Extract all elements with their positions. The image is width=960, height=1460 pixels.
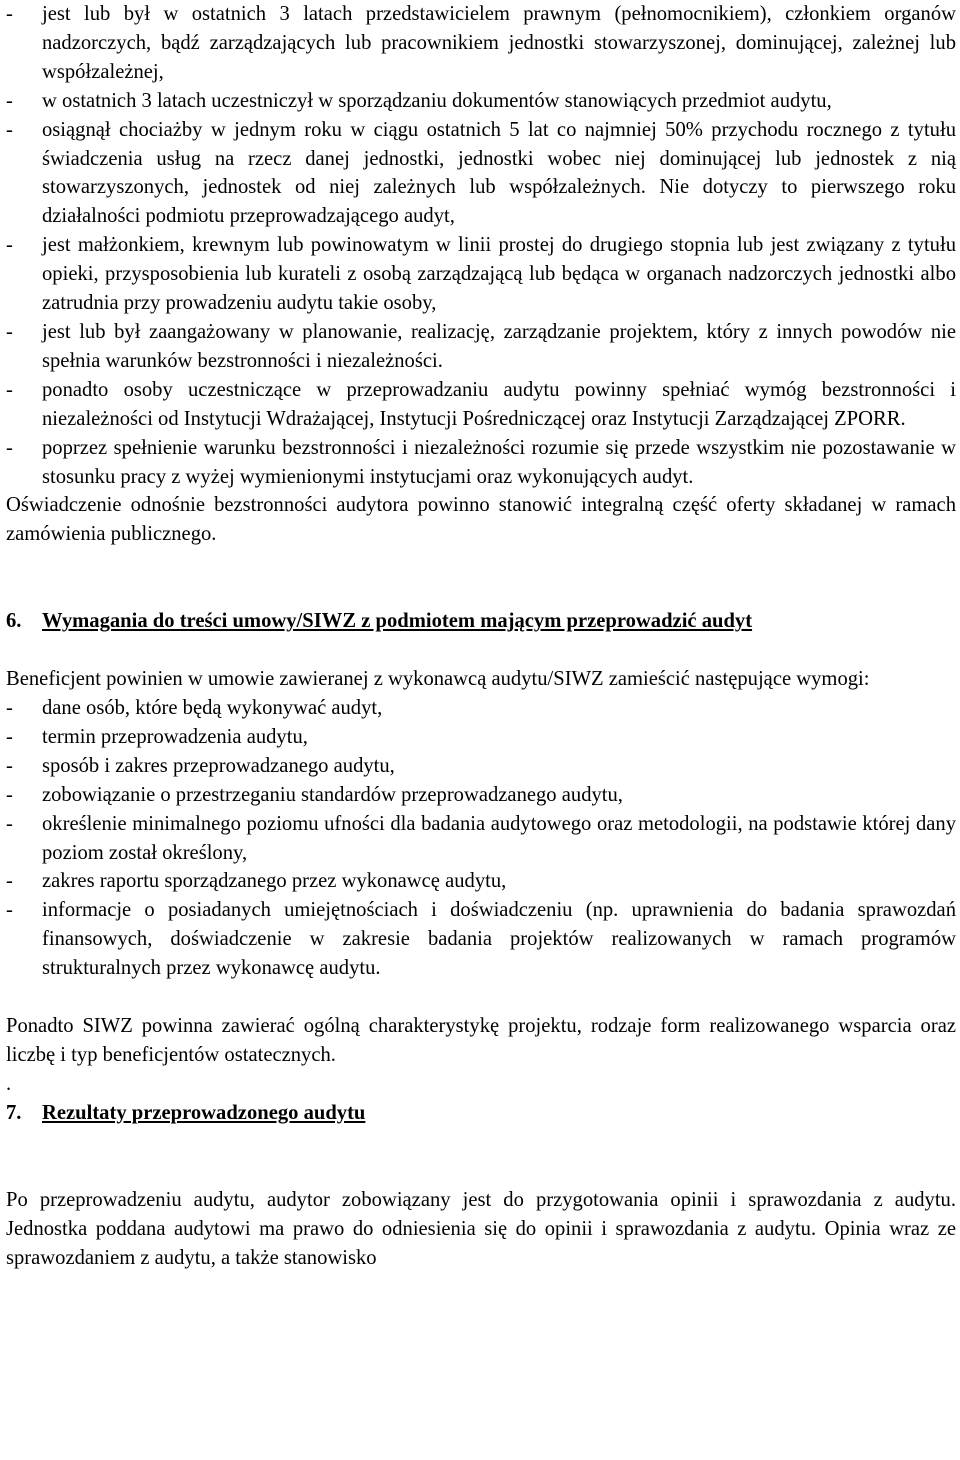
list-item: - jest lub był zaangażowany w planowanie, realizację, zarządzanie projektem, który z innych powodów nie spełnia warunków bezstronności i niezależności. <box>6 318 956 376</box>
section-number: 6. <box>6 610 22 633</box>
section-7-heading <box>6 1099 956 1128</box>
document-page <box>6 0 956 1272</box>
list-item: - osiągnął chociażby w jednym roku w ciągu ostatnich 5 lat co najmniej 50% przychodu rocznego z tytułu świadczenia usług na rzecz danej jednostki, jednostki wobec niej dominującej lub jednostek z nią stowarzyszonych, jednostek od niej zależnych lub współzależnych. Nie dotyczy to pierwszego roku działalności podmiotu przeprowadzającego audyt, <box>6 116 956 232</box>
stray-dot: . <box>6 1072 12 1095</box>
statement-paragraph: Oświadczenie odnośnie bezstronności audytora powinno stanowić integralną część oferty składanej w ramach zamówienia publicznego. <box>6 494 956 546</box>
list-item: - termin przeprowadzenia audytu, <box>6 723 956 752</box>
list-item: - jest małżonkiem, krewnym lub powinowatym w linii prostej do drugiego stopnia lub jest związany z tytułu opieki, przysposobienia lub kurateli z osobą zarządzającą lub będąca w organach nadzorczych jednostki albo zatrudnia przy prowadzeniu audytu takie osoby, <box>6 231 956 318</box>
list-item: - zobowiązanie o przestrzeganiu standardów przeprowadzanego audytu, <box>6 781 956 810</box>
section-7-paragraph: Po przeprowadzeniu audytu, audytor zobowiązany jest do przygotowania opinii i sprawozdania z audytu. Jednostka poddana audytowi ma prawo do odniesienia się do opinii i sprawozdania z audytu. Opinia wraz ze sprawozdaniem z audytu, a także stanowisko <box>6 1188 956 1269</box>
section-6-intro: Beneficjent powinien w umowie zawieranej z wykonawcą audytu/SIWZ zamieścić następujące wymogi: <box>6 668 870 691</box>
list-item: - zakres raportu sporządzanego przez wykonawcę audytu, <box>6 867 956 896</box>
section-title: Wymagania do treści umowy/SIWZ z podmiotem mającym przeprowadzić audyt <box>42 610 753 633</box>
list-item: - sposób i zakres przeprowadzanego audytu, <box>6 752 956 781</box>
section-number: 7. <box>6 1101 22 1124</box>
siwz-note-paragraph: Ponadto SIWZ powinna zawierać ogólną charakterystykę projektu, rodzaje form realizowanego wsparcia oraz liczbę i typ beneficjentów ostatecznych. <box>6 1015 956 1066</box>
list-item: - jest lub był w ostatnich 3 latach przedstawicielem prawnym (pełnomocnikiem), członkiem organów nadzorczych, bądź zarządzających lub pracownikiem jednostki stowarzyszonej, dominującej, zależnej lub współzależnej, <box>6 0 956 87</box>
section-title: Rezultaty przeprowadzonego audytu <box>42 1101 366 1124</box>
list-item: - określenie minimalnego poziomu ufności dla badania audytowego oraz metodologii, na podstawie której dany poziom został określony, <box>6 810 956 868</box>
list-item: - dane osób, które będą wykonywać audyt, <box>6 694 956 723</box>
list-item: - poprzez spełnienie warunku bezstronności i niezależności rozumie się przede wszystkim nie pozostawanie w stosunku pracy z wyżej wymienionymi instytucjami oraz wykonujących audyt. <box>6 434 956 492</box>
list-item: - ponadto osoby uczestniczące w przeprowadzaniu audytu powinny spełniać wymóg bezstronności i niezależności od Instytucji Wdrażającej, Instytucji Pośredniczącej oraz Instytucji Zarządzającej ZPORR. <box>6 376 956 434</box>
contract-requirements-list <box>6 694 956 983</box>
list-item: - w ostatnich 3 latach uczestniczył w sporządzaniu dokumentów stanowiących przedmiot audytu, <box>6 87 956 116</box>
independence-conditions-list <box>6 0 956 491</box>
section-6-heading <box>6 607 956 636</box>
list-item: - informacje o posiadanych umiejętnościach i doświadczeniu (np. uprawnienia do badania sprawozdań finansowych, doświadczenie w zakresie badania projektów realizowanych w ramach programów strukturalnych przez wykonawcę audytu. <box>6 896 956 983</box>
